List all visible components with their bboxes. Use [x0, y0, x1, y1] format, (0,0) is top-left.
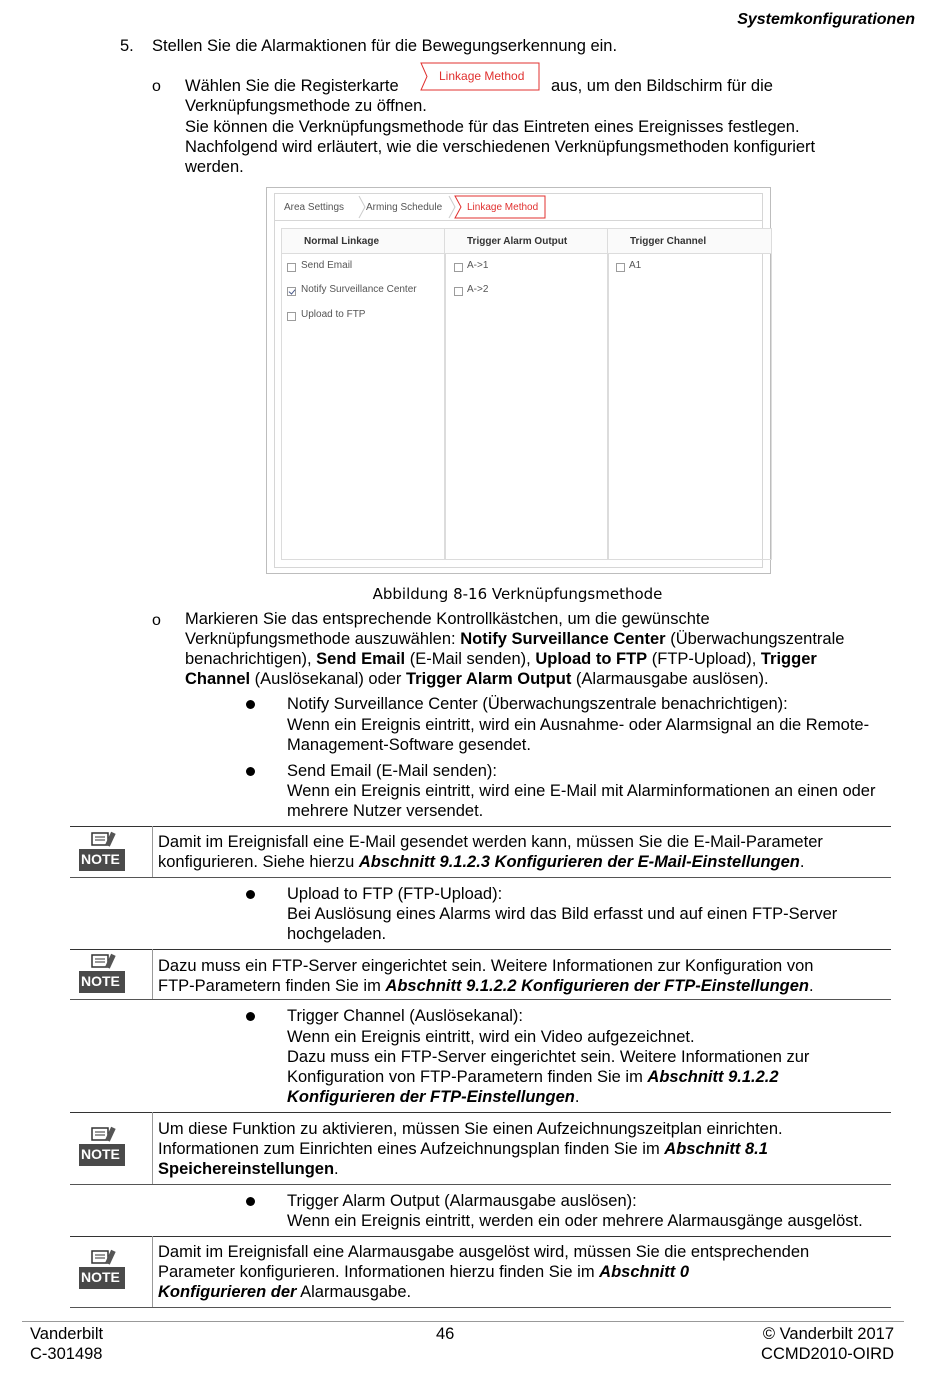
note-icon	[78, 1249, 126, 1293]
linkage-method-tab-image	[419, 62, 541, 92]
tab-linkage-method[interactable]: Linkage Method	[467, 202, 539, 213]
column-header: Trigger Channel	[608, 228, 771, 254]
figure-caption: Abbildung 8-16 Verknüpfungsmethode	[372, 585, 663, 603]
sub1-line2: Verknüpfungsmethode zu öffnen.	[185, 97, 427, 115]
sub-bullet-marker: o	[152, 612, 161, 629]
bullet4-line4: Konfiguration von FTP-Parametern finden Sie im Abschnitt 9.1.2.2	[287, 1068, 779, 1086]
bullet-dot	[246, 1012, 255, 1021]
note4-line2: Parameter konfigurieren. Informationen hierzu finden Sie im Abschnitt 0	[158, 1263, 689, 1281]
send-email-checkbox[interactable]	[287, 263, 296, 272]
checkbox-label: A1	[629, 260, 642, 271]
sub2-line1: Markieren Sie das entsprechende Kontrollkästchen, um die gewünschte	[185, 610, 710, 628]
bullet2-line1: Send Email (E-Mail senden):	[287, 762, 498, 780]
step-number: 5.	[120, 37, 134, 55]
step-text: Stellen Sie die Alarmaktionen für die Bewegungserkennung ein.	[152, 37, 618, 55]
note2-line2: FTP-Parametern finden Sie im Abschnitt 9.1.2.2 Konfigurieren der FTP-Einstellungen.	[158, 977, 814, 995]
column-trigger-alarm-output	[444, 228, 609, 560]
bullet5-line1: Trigger Alarm Output (Alarmausgabe auslösen):	[287, 1192, 637, 1210]
bullet5-line2: Wenn ein Ereignis eintritt, werden ein oder mehrere Alarmausgänge ausgelöst.	[287, 1212, 863, 1230]
bullet3-line2: Bei Auslösung eines Alarms wird das Bild erfasst und auf einen FTP-Server	[287, 905, 838, 923]
note-rule	[70, 1112, 891, 1113]
note-icon	[78, 831, 126, 875]
note-icon	[78, 953, 126, 997]
note-divider	[152, 826, 153, 878]
note3-line1: Um diese Funktion zu aktivieren, müssen Sie einen Aufzeichnungszeitplan einrichten.	[158, 1120, 783, 1138]
sub1-pre: Wählen Sie die Registerkarte	[185, 77, 399, 95]
note-icon	[78, 1126, 126, 1170]
note3-line2: Informationen zum Einrichten eines Aufzeichnungsplan finden Sie im Abschnitt 8.1	[158, 1140, 768, 1158]
alarm-output-2-checkbox[interactable]	[454, 287, 463, 296]
bullet4-line1: Trigger Channel (Auslösekanal):	[287, 1007, 524, 1025]
sub-bullet-marker: o	[152, 78, 161, 95]
note4-line1: Damit im Ereignisfall eine Alarmausgabe ausgelöst wird, müssen Sie die entsprechenden	[158, 1243, 810, 1261]
note-icon-label: NOTE	[81, 851, 120, 867]
note-divider	[152, 1236, 153, 1307]
note1-line1: Damit im Ereignisfall eine E-Mail gesendet werden kann, müssen Sie die E-Mail-Parameter	[158, 833, 823, 851]
tab-bar	[275, 194, 762, 221]
footer-rule	[22, 1321, 904, 1322]
tab-arming-schedule[interactable]: Arming Schedule	[366, 202, 443, 213]
sub2-line2: Verknüpfungsmethode auszuwählen: Notify Surveillance Center (Überwachungszentrale	[185, 630, 845, 648]
note4-line3: Konfigurieren der Alarmausgabe.	[158, 1283, 412, 1301]
footer-company: Vanderbilt	[30, 1325, 104, 1343]
column-normal-linkage	[281, 228, 446, 560]
linkage-method-screenshot	[266, 187, 771, 574]
bullet-dot	[246, 767, 255, 776]
note-rule	[70, 1184, 891, 1185]
alarm-output-1-checkbox[interactable]	[454, 263, 463, 272]
bullet4-line2: Wenn ein Ereignis eintritt, wird ein Video aufgezeichnet.	[287, 1028, 695, 1046]
bullet4-line3: Dazu muss ein FTP-Server eingerichtet sein. Weitere Informationen zur	[287, 1048, 810, 1066]
column-trigger-channel	[607, 228, 772, 560]
page-number: 46	[436, 1325, 455, 1343]
note2-line1: Dazu muss ein FTP-Server eingerichtet sein. Weitere Informationen zur Konfiguration von	[158, 957, 814, 975]
notify-surveillance-center-checkbox[interactable]	[287, 287, 296, 296]
footer-doc-id: CCMD2010-OIRD	[761, 1345, 894, 1363]
sub1-line4: Nachfolgend wird erläutert, wie die verschiedenen Verknüpfungsmethoden konfiguriert	[185, 138, 816, 156]
note-rule	[70, 877, 891, 878]
bullet2-line2: Wenn ein Ereignis eintritt, wird eine E-Mail mit Alarminformationen an einen oder	[287, 782, 876, 800]
note-divider	[152, 1112, 153, 1184]
bullet-dot	[246, 890, 255, 899]
bullet-dot	[246, 700, 255, 709]
note-rule	[70, 999, 891, 1000]
bullet2-line3: mehrere Nutzer versendet.	[287, 802, 484, 820]
note-rule	[70, 1236, 891, 1237]
note3-line3: Speichereinstellungen.	[158, 1160, 339, 1178]
checkbox-label: Upload to FTP	[301, 309, 366, 320]
note-rule	[70, 1307, 891, 1308]
note1-line2: konfigurieren. Siehe hierzu Abschnitt 9.1.2.3 Konfigurieren der E-Mail-Einstellungen.	[158, 853, 805, 871]
note-icon-label: NOTE	[81, 1146, 120, 1162]
bullet-dot	[246, 1197, 255, 1206]
checkbox-label: Send Email	[301, 260, 353, 271]
checkbox-label: A->1	[467, 260, 489, 271]
sub2-line4: Channel (Auslösekanal) oder Trigger Alarm Output (Alarmausgabe auslösen).	[185, 670, 769, 688]
bullet3-line1: Upload to FTP (FTP-Upload):	[287, 885, 503, 903]
column-header: Normal Linkage	[282, 228, 445, 254]
sub1-line5: werden.	[185, 158, 244, 176]
note-icon-label: NOTE	[81, 973, 120, 989]
column-header: Trigger Alarm Output	[445, 228, 608, 254]
checkbox-label: A->2	[467, 284, 489, 295]
channel-a1-checkbox[interactable]	[616, 263, 625, 272]
bullet1-line1: Notify Surveillance Center (Überwachungszentrale benachrichtigen):	[287, 695, 788, 713]
bullet4-line5: Konfigurieren der FTP-Einstellungen.	[287, 1088, 580, 1106]
sub1-line3: Sie können die Verknüpfungsmethode für das Eintreten eines Ereignisses festlegen.	[185, 118, 800, 136]
bullet1-line2: Wenn ein Ereignis eintritt, wird ein Ausnahme- oder Alarmsignal an die Remote-	[287, 716, 870, 734]
linkage-method-tab-label: Linkage Method	[439, 69, 525, 83]
footer-copyright: © Vanderbilt 2017	[762, 1325, 894, 1343]
bullet3-line3: hochgeladen.	[287, 925, 387, 943]
note-divider	[152, 949, 153, 999]
bullet1-line3: Management-Software gesendet.	[287, 736, 531, 754]
note-icon-label: NOTE	[81, 1269, 120, 1285]
sub1-post: aus, um den Bildschirm für die	[551, 77, 773, 95]
note-rule	[70, 949, 891, 950]
sub2-line3: benachrichtigen), Send Email (E-Mail senden), Upload to FTP (FTP-Upload), Trigger	[185, 650, 817, 668]
tab-area-settings[interactable]: Area Settings	[284, 202, 345, 213]
footer-doc-code: C-301498	[30, 1345, 103, 1363]
running-header: Systemkonfigurationen	[737, 11, 915, 28]
checkbox-label: Notify Surveillance Center	[301, 284, 417, 295]
upload-to-ftp-checkbox[interactable]	[287, 312, 296, 321]
note-rule	[70, 826, 891, 827]
